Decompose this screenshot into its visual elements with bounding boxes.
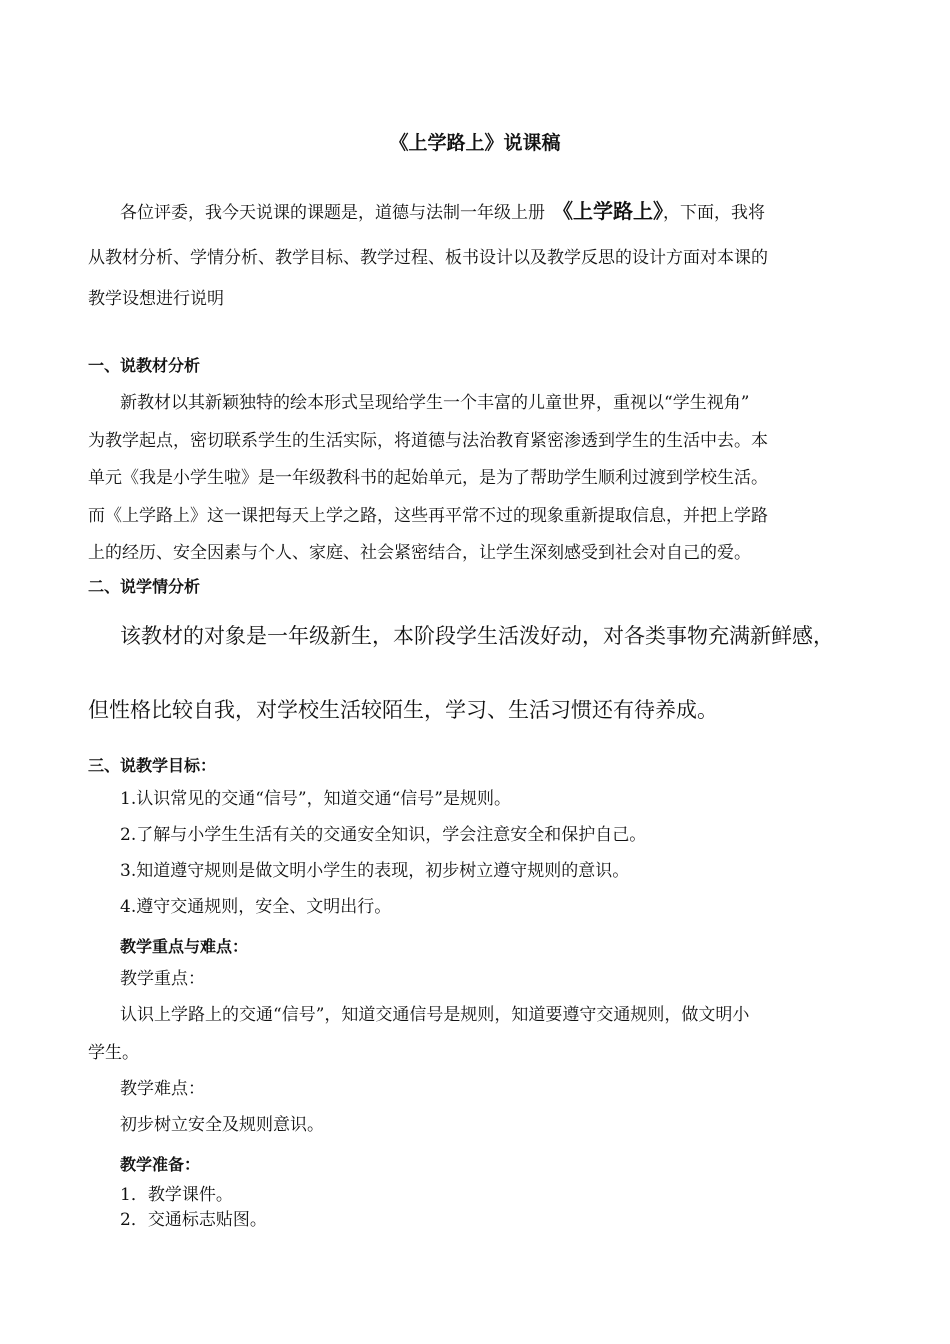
page-title: 《上学路上》说课稿	[389, 132, 561, 154]
goal-item: 2.了解与小学生生活有关的交通安全知识，学会注意安全和保护自己。	[120, 825, 647, 845]
prep-item: 1．教学课件。	[120, 1185, 233, 1205]
key-text-line: 学生。	[88, 1043, 139, 1063]
prep-heading: 教学准备：	[120, 1155, 201, 1174]
key-text-line: 认识上学路上的交通“信号”，知道交通信号是规则，知道要遵守交通规则，做文明小	[120, 1005, 750, 1025]
intro-text-tail: ，下面，我将	[663, 203, 765, 223]
intro-line-1	[120, 195, 765, 224]
difficulty-text: 初步树立安全及规则意识。	[120, 1115, 324, 1135]
s1-line: 上的经历、安全因素与个人、家庭、社会紧密结合，让学生深刻感受到社会对自己的爱。	[88, 543, 751, 563]
s1-line: 而《上学路上》这一课把每天上学之路，这些再平常不过的现象重新提取信息，并把上学路	[88, 506, 768, 526]
section-heading-2: 二、说学情分析	[88, 577, 201, 596]
section-heading-1: 一、说教材分析	[88, 356, 201, 375]
goal-item: 4.遵守交通规则，安全、文明出行。	[120, 897, 392, 917]
prep-item: 2．交通标志贴图。	[120, 1210, 267, 1230]
intro-book-title: 《上学路上》	[553, 199, 663, 223]
intro-line-3: 教学设想进行说明	[88, 289, 224, 309]
s2-line: 但性格比较自我，对学校生活较陌生，学习、生活习惯还有待养成。	[88, 698, 718, 722]
difficulty-label: 教学难点：	[120, 1079, 205, 1099]
goal-item: 3.知道遵守规则是做文明小学生的表现，初步树立遵守规则的意识。	[120, 861, 630, 881]
keypoints-heading: 教学重点与难点：	[120, 937, 249, 956]
s2-line: 该教材的对象是一年级新生，本阶段学生活泼好动，对各类事物充满新鲜感，	[120, 624, 834, 648]
intro-line-2: 从教材分析、学情分析、教学目标、教学过程、板书设计以及教学反思的设计方面对本课的	[88, 248, 768, 268]
goal-item: 1.认识常见的交通“信号”，知道交通“信号”是规则。	[120, 789, 511, 809]
s1-line: 单元《我是小学生啦》是一年级教科书的起始单元，是为了帮助学生顺利过渡到学校生活。	[88, 468, 768, 488]
key-label: 教学重点：	[120, 969, 205, 989]
section-heading-3: 三、说教学目标：	[88, 756, 217, 775]
intro-text: 各位评委，我今天说课的课题是，道德与法制一年级上册	[120, 203, 545, 223]
s1-line: 为教学起点，密切联系学生的生活实际，将道德与法治教育紧密渗透到学生的生活中去。本	[88, 431, 768, 451]
s1-line: 新教材以其新颖独特的绘本形式呈现给学生一个丰富的儿童世界，重视以“学生视角”	[120, 393, 750, 413]
